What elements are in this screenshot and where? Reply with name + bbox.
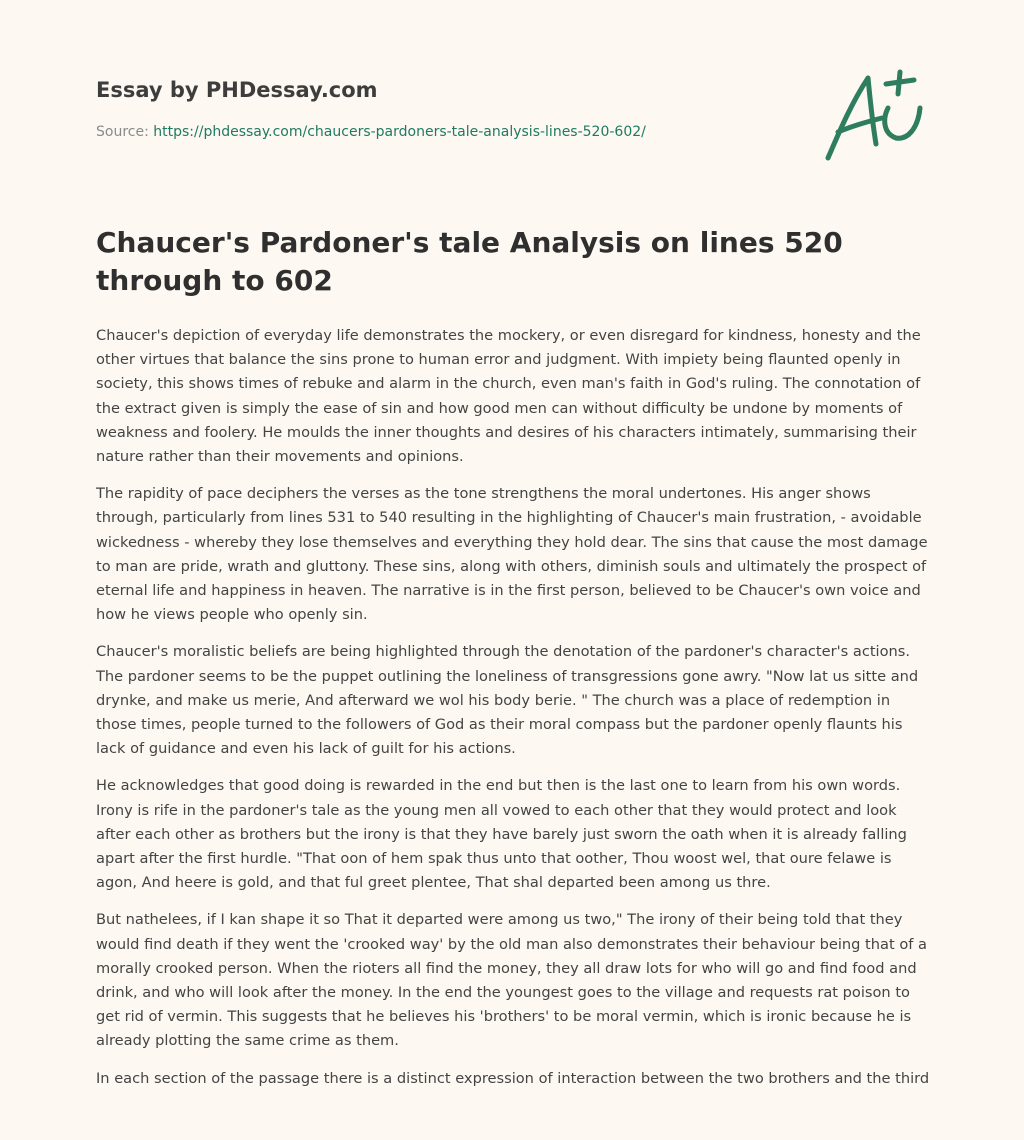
- article-paragraph: He acknowledges that good doing is rewarded in the end but then is the last one to learn from his own words. Irony is rife in the pardoner's tale as the young men all vowed to each other that they would protect and look after each other as brothers but the irony is that they have barely just sworn the oath when it is already falling apart after the first hurdle. "That oon of hem spak thus unto that oother, Thou woost wel, that oure felawe is agon, And heere is gold, and that ful greet plentee, That shal departed been among us thre.: [96, 777, 907, 892]
- source-link[interactable]: https://phdessay.com/chaucers-pardoners-tale-analysis-lines-520-602/: [153, 124, 646, 140]
- article-paragraph: The rapidity of pace deciphers the verses as the tone strengthens the moral undertones. His anger shows through, particularly from lines 531 to 540 resulting in the highlighting of Chaucer's main frustration, - avoidable wickedness - whereby they lose themselves and everything they hold dear. The sins that cause the most damage to man are pride, wrath and gluttony. These sins, along with others, diminish souls and ultimately the prospect of eternal life and happiness in heaven. The narrative is in the first person, believed to be Chaucer's own voice and how he views people who openly sin.: [96, 485, 928, 624]
- source-line: [96, 124, 646, 140]
- source-label: Source:: [96, 124, 149, 140]
- article-paragraph: But nathelees, if I kan shape it so That it departed were among us two," The irony of their being told that they would find death if they went the 'crooked way' by the old man also demonstrates their behaviour being that of a morally crooked person. When the rioters all find the money, they all draw lots for who will go and find food and drink, and who will look after the money. In the end the youngest goes to the village and requests rat poison to get rid of vermin. This suggests that he believes his 'brothers' to be moral vermin, which is ironic because he is already plotting the same crime as them.: [96, 911, 927, 1050]
- site-brand: Essay by PHDessay.com: [96, 78, 378, 102]
- a-plus-grade-icon: [822, 68, 932, 168]
- article-title: Chaucer's Pardoner's tale Analysis on lines 520 through to 602: [96, 226, 843, 297]
- article-paragraph: Chaucer's moralistic beliefs are being highlighted through the denotation of the pardoner's character's actions. The pardoner seems to be the puppet outlining the loneliness of transgressions gone awry. "Now lat us sitte and drynke, and make us merie, And afterward we wol his body berie. " The church was a place of redemption in those times, people turned to the followers of God as their moral compass but the pardoner openly flaunts his lack of guidance and even his lack of guilt for his actions.: [96, 643, 919, 758]
- article-paragraph: Chaucer's depiction of everyday life demonstrates the mockery, or even disregard for kindness, honesty and the other virtues that balance the sins prone to human error and judgment. With impiety being flaunted openly in society, this shows times of rebuke and alarm in the church, even man's faith in God's ruling. The connotation of the extract given is simply the ease of sin and how good men can without difficulty be undone by moments of weakness and foolery. He moulds the inner thoughts and desires of his characters intimately, summarising their nature rather than their movements and opinions.: [96, 327, 921, 466]
- article-paragraph: In each section of the passage there is a distinct expression of interaction between the two brothers and the third: [96, 1069, 930, 1087]
- article-body: [96, 324, 932, 1104]
- page-header: [96, 76, 796, 140]
